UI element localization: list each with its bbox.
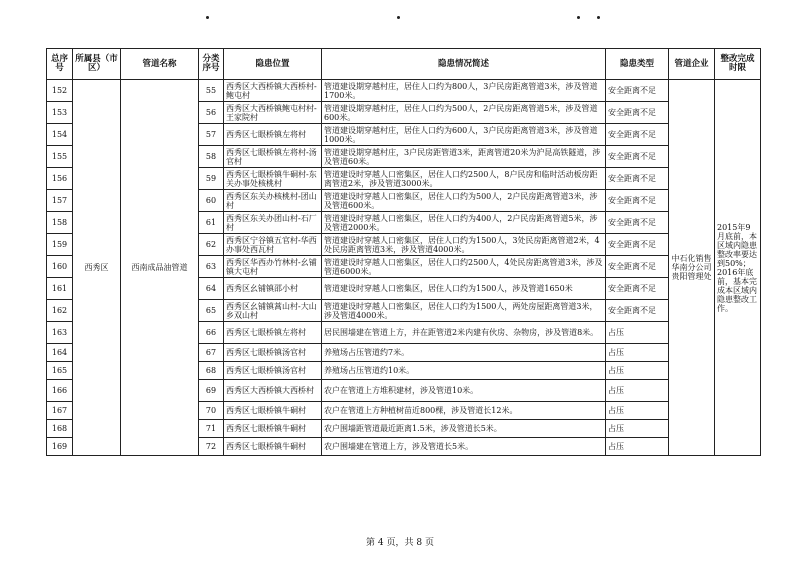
cell-deadline: 2015年9月底前，本区域内隐患整改率要达到50%；2016年底前，基本完成本区域内隐患整改工作。 [715,80,761,456]
cell-type: 占压 [606,402,669,420]
cell-description: 居民围墙建在管道上方，并在距管道2米内建有伙房、杂物房，涉及管道8米。 [322,322,606,344]
cell-seq: 154 [47,124,73,146]
cell-location: 西秀区东关办核桃村-团山村 [224,190,322,212]
cell-county: 西秀区 [73,80,121,456]
cell-description: 农户在管道上方种植树苗近800棵，涉及管道长12米。 [322,402,606,420]
cell-location: 西秀区大西桥镇大西桥村 [224,380,322,402]
cell-pipeline: 西南成品油管道 [121,80,199,456]
cell-seq: 153 [47,102,73,124]
cell-type: 安全距离不足 [606,234,669,256]
scan-dot [206,16,209,19]
cell-type: 占压 [606,380,669,402]
cell-description: 管道建设时穿越人口密集区，居住人口约2500人，8户民房和临时活动板房距离管道2米，涉及管道3000米。 [322,168,606,190]
cell-company: 中石化销售华南分公司贵阳管理处 [669,80,715,456]
cell-location: 西秀区七眼桥镇汤官村 [224,362,322,380]
cell-location: 西秀区七眼桥镇牛硐村 [224,402,322,420]
cell-subseq: 66 [199,322,224,344]
cell-seq: 161 [47,278,73,300]
cell-type: 安全距离不足 [606,80,669,102]
scan-dot [597,16,600,19]
cell-seq: 166 [47,380,73,402]
cell-description: 管道建设时穿越人口密集区，居住人口约为1500人，涉及管道1650米 [322,278,606,300]
cell-location: 西秀区七眼桥镇左将村 [224,322,322,344]
cell-subseq: 69 [199,380,224,402]
cell-subseq: 59 [199,168,224,190]
cell-subseq: 56 [199,102,224,124]
cell-subseq: 64 [199,278,224,300]
cell-description: 农户围墙建在管道上方，涉及管道长5米。 [322,438,606,456]
cell-subseq: 57 [199,124,224,146]
scan-marks [0,16,800,26]
cell-description: 管道建设期穿越村庄，3户民房距管道3米，距离管道20米为沪昆高铁隧道，涉及管道60米。 [322,146,606,168]
cell-description: 管道建设时穿越人口密集区，居住人口约为400人，2户民房距离管道5米，涉及管道2000米。 [322,212,606,234]
cell-description: 管道建设时穿越人口密集区，居住人口约为1500人，3处民房距离管道2米，4处民房距离管道3米，涉及管道4000米。 [322,234,606,256]
header-pipeline: 管道名称 [121,49,199,80]
cell-description: 养殖场占压管道约7米。 [322,344,606,362]
cell-subseq: 67 [199,344,224,362]
cell-location: 西秀区七眼桥镇汤官村 [224,344,322,362]
cell-description: 管道建设期穿越村庄，居住人口约为600人，3户民房距离管道3米，涉及管道1000米。 [322,124,606,146]
scan-dot [577,16,580,19]
page-footer: 第 4 页，共 8 页 [366,538,434,548]
cell-seq: 168 [47,420,73,438]
cell-type: 安全距离不足 [606,212,669,234]
cell-subseq: 72 [199,438,224,456]
cell-location: 西秀区大西桥镇鲍屯村村-王家院村 [224,102,322,124]
cell-seq: 167 [47,402,73,420]
cell-subseq: 62 [199,234,224,256]
header-type: 隐患类型 [606,49,669,80]
header-county: 所属县（市区） [73,49,121,80]
cell-seq: 162 [47,300,73,322]
cell-type: 占压 [606,344,669,362]
cell-location: 西秀区七眼桥镇牛硐村 [224,420,322,438]
cell-subseq: 60 [199,190,224,212]
cell-seq: 159 [47,234,73,256]
cell-description: 养殖场占压管道约10米。 [322,362,606,380]
cell-seq: 164 [47,344,73,362]
cell-description: 管道建设期穿越村庄，居住人口约为800人，3户民房距离管道3米，涉及管道1700米。 [322,80,606,102]
cell-seq: 165 [47,362,73,380]
cell-seq: 163 [47,322,73,344]
cell-type: 安全距离不足 [606,146,669,168]
cell-description: 管道建设时穿越人口密集区，居住人口约2500人，4处民房距离管道3米，涉及管道6000米。 [322,256,606,278]
cell-type: 安全距离不足 [606,168,669,190]
cell-location: 西秀区七眼桥镇左将村-汤官村 [224,146,322,168]
cell-subseq: 65 [199,300,224,322]
cell-type: 安全距离不足 [606,124,669,146]
cell-subseq: 71 [199,420,224,438]
table-body [47,80,761,456]
cell-type: 安全距离不足 [606,102,669,124]
cell-seq: 156 [47,168,73,190]
cell-location: 西秀区幺铺镇邵小村 [224,278,322,300]
cell-location: 西秀区东关办团山村-石厂村 [224,212,322,234]
cell-seq: 160 [47,256,73,278]
cell-type: 占压 [606,420,669,438]
hazard-table [46,48,761,456]
cell-location: 西秀区宁谷镇五官村-华西办事处西瓦村 [224,234,322,256]
header-row [47,49,761,80]
cell-seq: 169 [47,438,73,456]
cell-type: 安全距离不足 [606,190,669,212]
cell-subseq: 55 [199,80,224,102]
cell-seq: 152 [47,80,73,102]
cell-seq: 158 [47,212,73,234]
cell-subseq: 70 [199,402,224,420]
header-subseq: 分类序号 [199,49,224,80]
cell-location: 西秀区大西桥镇大西桥村-鲍屯村 [224,80,322,102]
cell-type: 占压 [606,438,669,456]
cell-seq: 155 [47,146,73,168]
header-seq: 总序号 [47,49,73,80]
cell-location: 西秀区华西办竹林村-幺铺镇大屯村 [224,256,322,278]
table-row [47,80,761,102]
cell-location: 西秀区七眼桥镇牛硐村-东关办事处核桃村 [224,168,322,190]
cell-location: 西秀区七眼桥镇牛硐村 [224,438,322,456]
cell-location: 西秀区幺铺镇蒿山村-大山乡双山村 [224,300,322,322]
cell-type: 占压 [606,362,669,380]
cell-type: 安全距离不足 [606,256,669,278]
cell-subseq: 61 [199,212,224,234]
cell-subseq: 58 [199,146,224,168]
cell-location: 西秀区七眼桥镇左将村 [224,124,322,146]
cell-seq: 157 [47,190,73,212]
cell-description: 管道建设时穿越人口密集区，居住人口约为1500人，两处房屋距离管道3米，涉及管道4000米。 [322,300,606,322]
scan-dot [397,16,400,19]
cell-description: 农户在管道上方堆积建材，涉及管道10米。 [322,380,606,402]
header-deadline: 整改完成时限 [715,49,761,80]
cell-description: 管道建设期穿越村庄，居住人口约为500人，2户民房距离管道5米，涉及管道600米。 [322,102,606,124]
cell-description: 农户围墙距管道最近距离1.5米，涉及管道长5米。 [322,420,606,438]
cell-subseq: 68 [199,362,224,380]
header-description: 隐患情况简述 [322,49,606,80]
cell-type: 安全距离不足 [606,278,669,300]
header-location: 隐患位置 [224,49,322,80]
cell-type: 安全距离不足 [606,300,669,322]
cell-subseq: 63 [199,256,224,278]
header-company: 管道企业 [669,49,715,80]
cell-description: 管道建设时穿越人口密集区，居住人口约为500人，2户民房距离管道3米，涉及管道600米。 [322,190,606,212]
cell-type: 占压 [606,322,669,344]
